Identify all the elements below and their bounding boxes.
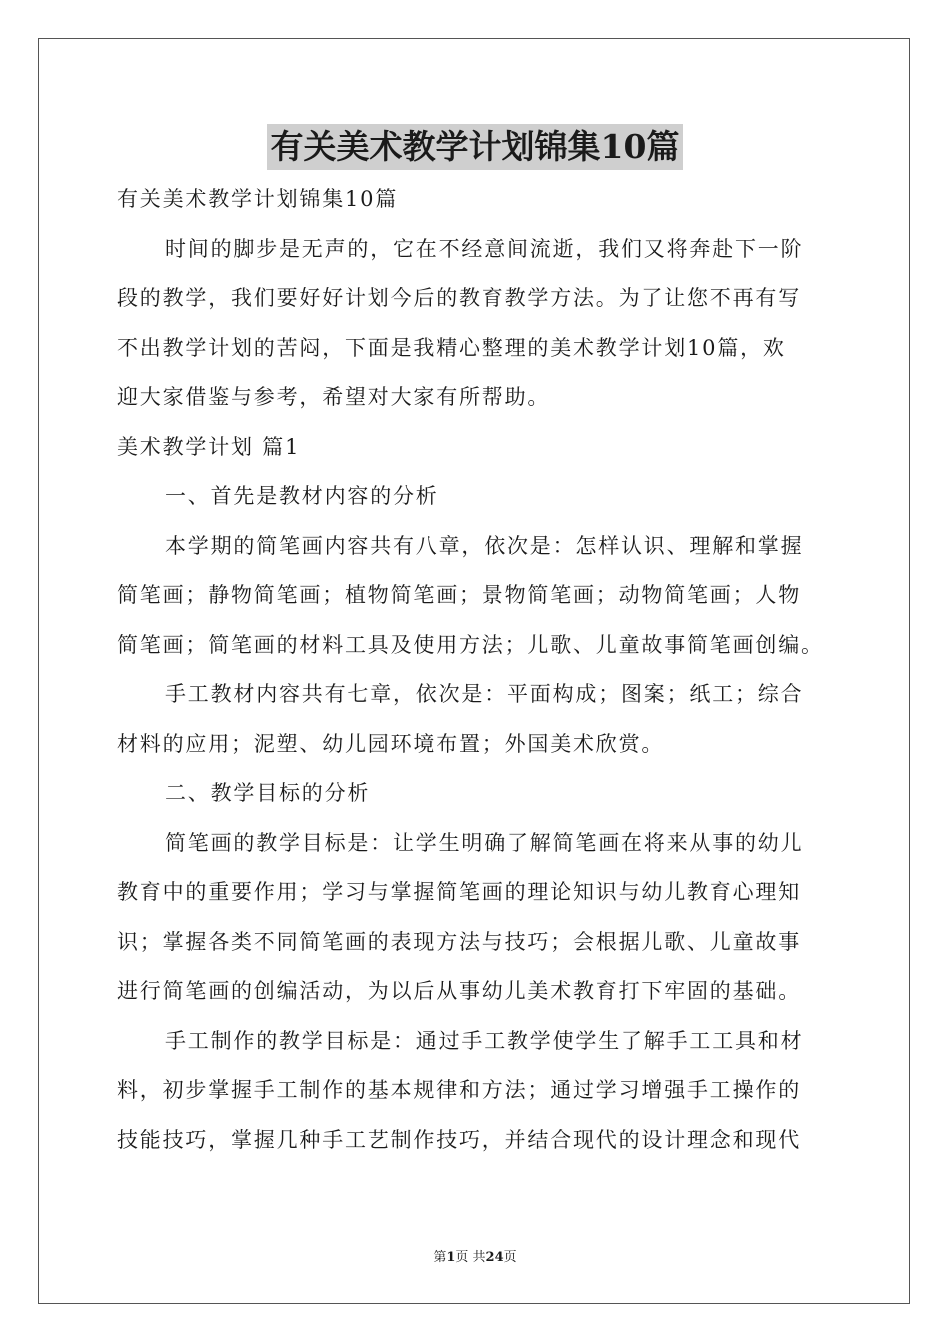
paragraph-line: 手工制作的教学目标是：通过手工教学使学生了解手工工具和材 <box>165 1028 804 1053</box>
paragraph-line: 进行简笔画的创编活动，为以后从事幼儿美术教育打下牢固的基础。 <box>117 979 801 1003</box>
paragraph-line: 简笔画；简笔画的材料工具及使用方法；儿歌、儿童故事简笔画创编。 <box>117 632 824 657</box>
paragraph-line: 料，初步掌握手工制作的基本规律和方法；通过学习增强手工操作的 <box>117 1078 801 1102</box>
paragraph-line: 教育中的重要作用；学习与掌握简笔画的理论知识与幼儿教育心理知 <box>117 880 801 904</box>
subsection-heading: 一、首先是教材内容的分析 <box>165 484 439 508</box>
page-footer <box>0 1246 950 1265</box>
page-current: 1 <box>446 1250 456 1265</box>
subsection-heading: 二、教学目标的分析 <box>165 781 371 805</box>
page-suffix: 页 <box>503 1250 517 1265</box>
title-container <box>0 124 950 170</box>
page-total: 24 <box>485 1250 504 1265</box>
paragraph-line: 迎大家借鉴与参考，希望对大家有所帮助。 <box>117 385 551 409</box>
page-mid: 页 共 <box>455 1250 486 1265</box>
paragraph-line: 简笔画的教学目标是：让学生明确了解简笔画在将来从事的幼儿 <box>165 830 804 855</box>
document-body <box>117 175 837 1165</box>
page-prefix: 第 <box>433 1250 447 1265</box>
document-title: 有关美术教学计划锦集10篇 <box>267 124 684 170</box>
paragraph-line: 材料的应用；泥塑、幼儿园环境布置；外国美术欣赏。 <box>117 731 665 756</box>
paragraph-line: 本学期的简笔画内容共有八章，依次是：怎样认识、理解和掌握 <box>165 533 804 558</box>
subtitle-line: 有关美术教学计划锦集10篇 <box>117 187 399 211</box>
paragraph-line: 手工教材内容共有七章，依次是：平面构成；图案；纸工；综合 <box>165 682 804 706</box>
section-heading: 美术教学计划 篇1 <box>117 434 301 459</box>
paragraph-line: 技能技巧，掌握几种手工艺制作技巧，并结合现代的设计理念和现代 <box>117 1127 801 1152</box>
paragraph-line: 段的教学，我们要好好计划今后的教育教学方法。为了让您不再有写 <box>117 286 801 310</box>
paragraph-line: 识；掌握各类不同简笔画的表现方法与技巧；会根据儿歌、儿童故事 <box>117 929 801 954</box>
paragraph-line: 时间的脚步是无声的，它在不经意间流逝，我们又将奔赴下一阶 <box>165 236 804 261</box>
paragraph-line: 不出教学计划的苦闷，下面是我精心整理的美术教学计划10篇，欢 <box>117 335 786 360</box>
paragraph-line: 简笔画；静物简笔画；植物简笔画；景物简笔画；动物简笔画；人物 <box>117 583 801 607</box>
